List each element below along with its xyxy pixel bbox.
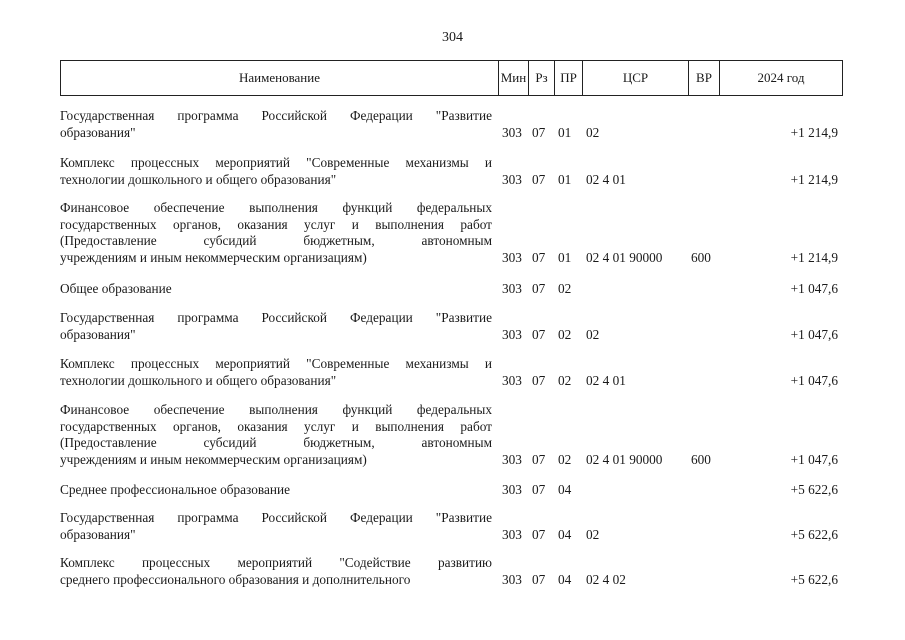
row-pr: 01 — [558, 124, 572, 140]
row-rz: 07 — [532, 171, 546, 187]
row-amount: +5 622,6 — [790, 526, 838, 542]
row-min: 303 — [502, 451, 522, 467]
table-header — [60, 60, 843, 96]
header-csr: ЦСР — [583, 61, 689, 96]
row-min: 303 — [502, 171, 522, 187]
row-name-line: учреждениям и иным некоммерческим организациям) — [60, 451, 367, 467]
header-year: 2024 год — [720, 61, 843, 96]
row-pr: 02 — [558, 326, 572, 342]
row-rz: 07 — [532, 124, 546, 140]
row-min: 303 — [502, 249, 522, 265]
row-csr: 02 — [586, 526, 600, 542]
row-name-line: (Предоставление субсидий бюджетным, автономным — [60, 435, 492, 450]
row-min: 303 — [502, 124, 522, 140]
row-rz: 07 — [532, 326, 546, 342]
row-pr: 01 — [558, 249, 572, 265]
row-name — [60, 281, 492, 298]
row-amount: +1 214,9 — [790, 171, 838, 187]
row-amount: +1 047,6 — [790, 326, 838, 342]
table-row — [60, 281, 842, 298]
row-name — [60, 356, 492, 389]
table-row — [60, 200, 842, 266]
row-amount: +1 214,9 — [790, 249, 838, 265]
row-csr: 02 4 02 — [586, 571, 626, 587]
row-min: 303 — [502, 281, 522, 296]
row-min: 303 — [502, 372, 522, 388]
row-name-line: учреждениям и иным некоммерческим организациям) — [60, 249, 367, 265]
row-min: 303 — [502, 526, 522, 542]
row-name-line: технологии дошкольного и общего образования" — [60, 171, 337, 187]
table-row — [60, 482, 842, 499]
row-name-line: образования" — [60, 326, 136, 342]
row-name-line: государственных органов, оказания услуг и выполнения работ — [60, 216, 492, 232]
row-min: 303 — [502, 482, 522, 497]
row-name-line: Комплекс процессных мероприятий "Современные механизмы и — [60, 155, 492, 170]
row-pr: 04 — [558, 482, 572, 497]
row-pr: 02 — [558, 281, 572, 296]
row-name — [60, 402, 492, 468]
row-name — [60, 510, 492, 543]
row-amount: +1 047,6 — [790, 451, 838, 467]
table-row — [60, 555, 842, 588]
row-name-line: Финансовое обеспечение выполнения функций федеральных — [60, 402, 492, 417]
header-name: Наименование — [239, 70, 320, 85]
row-name-line: Государственная программа Российской Федерации "Развитие — [60, 310, 492, 325]
row-name — [60, 200, 492, 266]
row-min: 303 — [502, 571, 522, 587]
row-name-line: государственных органов, оказания услуг и выполнения работ — [60, 418, 492, 434]
row-csr: 02 — [586, 124, 600, 140]
row-amount: +1 047,6 — [790, 372, 838, 388]
row-csr: 02 4 01 90000 — [586, 249, 663, 265]
row-name-line: (Предоставление субсидий бюджетным, автономным — [60, 233, 492, 248]
table-row — [60, 108, 842, 141]
header-vr: ВР — [689, 61, 720, 96]
row-name-line: среднего профессионального образования и дополнительного — [60, 571, 411, 587]
row-name — [60, 555, 492, 588]
row-name — [60, 482, 492, 499]
row-name-line: образования" — [60, 526, 136, 542]
row-amount: +1 047,6 — [790, 281, 838, 296]
header-min: Мин — [499, 61, 529, 96]
page-number: 304 — [442, 30, 463, 45]
row-name-line: Государственная программа Российской Федерации "Развитие — [60, 510, 492, 525]
table-row — [60, 510, 842, 543]
header-rz: Рз — [529, 61, 555, 96]
table-row — [60, 310, 842, 343]
row-name-line: Среднее профессиональное образование — [60, 482, 290, 497]
row-rz: 07 — [532, 482, 546, 497]
row-rz: 07 — [532, 451, 546, 467]
row-rz: 07 — [532, 281, 546, 296]
row-vr: 600 — [691, 249, 711, 265]
row-name — [60, 310, 492, 343]
row-rz: 07 — [532, 526, 546, 542]
row-name-line: Комплекс процессных мероприятий "Современные механизмы и — [60, 356, 492, 371]
row-csr: 02 4 01 — [586, 171, 626, 187]
row-name-line: Финансовое обеспечение выполнения функций федеральных — [60, 200, 492, 215]
row-rz: 07 — [532, 249, 546, 265]
table-row — [60, 155, 842, 188]
table-row — [60, 402, 842, 468]
row-vr: 600 — [691, 451, 711, 467]
row-pr: 02 — [558, 372, 572, 388]
row-csr: 02 4 01 — [586, 372, 626, 388]
row-name — [60, 108, 492, 141]
row-name-line: образования" — [60, 124, 136, 140]
table-row — [60, 356, 842, 389]
row-rz: 07 — [532, 372, 546, 388]
row-pr: 02 — [558, 451, 572, 467]
row-amount: +1 214,9 — [790, 124, 838, 140]
row-name-line: технологии дошкольного и общего образования" — [60, 372, 337, 388]
row-name-line: Государственная программа Российской Федерации "Развитие — [60, 108, 492, 123]
row-pr: 01 — [558, 171, 572, 187]
row-pr: 04 — [558, 526, 572, 542]
row-csr: 02 4 01 90000 — [586, 451, 663, 467]
row-pr: 04 — [558, 571, 572, 587]
header-pr: ПР — [555, 61, 583, 96]
row-name — [60, 155, 492, 188]
row-name-line: Общее образование — [60, 281, 172, 296]
row-csr: 02 — [586, 326, 600, 342]
row-amount: +5 622,6 — [790, 482, 838, 497]
row-min: 303 — [502, 326, 522, 342]
row-amount: +5 622,6 — [790, 571, 838, 587]
row-rz: 07 — [532, 571, 546, 587]
row-name-line: Комплекс процессных мероприятий "Содействие развитию — [60, 555, 492, 570]
